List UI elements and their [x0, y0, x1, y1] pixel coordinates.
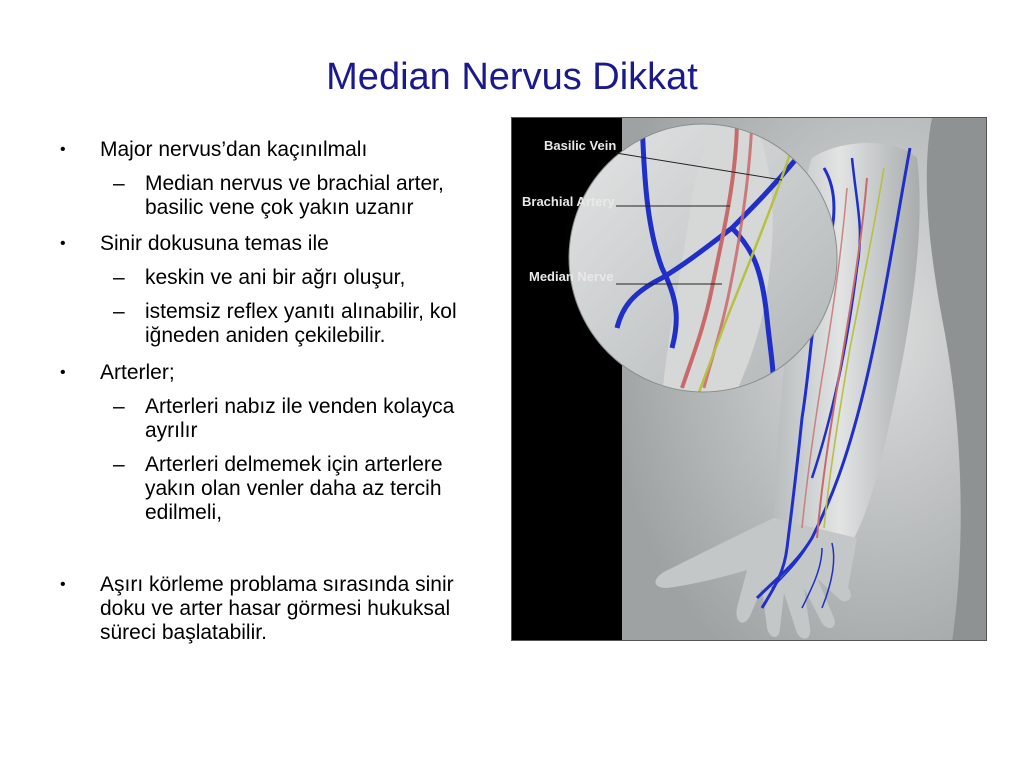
bullet-marker: • — [60, 141, 66, 158]
bullet-marker: • — [60, 364, 66, 381]
sub-bullet-text: Arterleri nabız ile venden kolayca ayrılır — [145, 395, 455, 442]
label-basilic-vein: Basilic Vein — [544, 138, 617, 153]
bullet-text: Sinir dokusuna temas ile — [100, 232, 329, 255]
bullet-text: Major nervus’dan kaçınılmalı — [100, 138, 368, 161]
bullet-marker: • — [60, 576, 66, 593]
dash-marker: – — [113, 300, 125, 323]
list-item — [58, 172, 498, 220]
dash-marker: – — [113, 395, 125, 418]
label-median-nerve: Median Nerve — [529, 269, 614, 284]
sub-bullet-text: istemsiz reflex yanıtı alınabilir, kol iğneden aniden çekilebilir. — [145, 300, 457, 347]
list-item — [58, 232, 498, 256]
list-item — [58, 361, 498, 385]
bullet-text: Aşırı körleme problama sırasında sinir doku ve arter hasar görmesi hukuksal süreci başlatabilir. — [100, 573, 454, 644]
dash-marker: – — [113, 172, 125, 195]
list-item — [58, 453, 498, 525]
dash-marker: – — [113, 453, 125, 476]
bullet-text: Arterler; — [100, 361, 175, 384]
list-item — [58, 266, 498, 290]
list-item — [58, 300, 498, 348]
list-item — [58, 138, 498, 162]
dash-marker: – — [113, 266, 125, 289]
bullet-list — [58, 138, 498, 645]
sub-bullet-text: Arterleri delmemek için arterlere yakın olan venler daha az tercih edilmeli, — [145, 453, 443, 524]
sub-bullet-text: Median nervus ve brachial arter, basilic vene çok yakın uzanır — [145, 172, 444, 219]
arm-anatomy-figure — [511, 117, 987, 641]
list-item — [58, 573, 498, 645]
sub-bullet-text: keskin ve ani bir ağrı oluşur, — [145, 266, 406, 289]
bullet-marker: • — [60, 235, 66, 252]
arm-anatomy-illustration — [512, 118, 987, 641]
list-item — [58, 395, 498, 443]
label-brachial-artery: Brachial Artery — [522, 194, 615, 209]
slide-title: Median Nervus Dikkat — [326, 56, 698, 98]
